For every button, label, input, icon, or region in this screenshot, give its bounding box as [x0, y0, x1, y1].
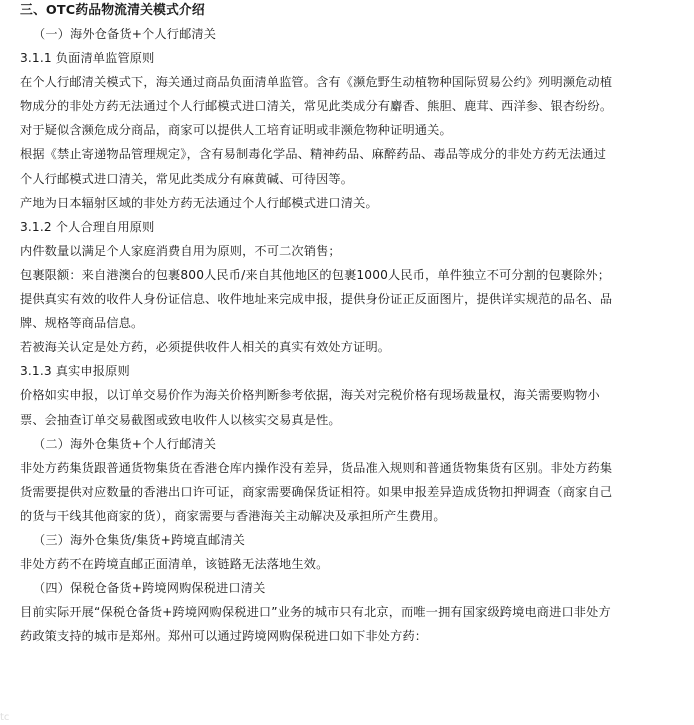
paragraph-line: 产地为日本辐射区域的非处方药无法通过个人行邮模式进口清关。	[20, 195, 378, 210]
clause-heading: 3.1.2 个人合理自用原则	[20, 219, 155, 234]
paragraph-line: 在个人行邮清关模式下，海关通过商品负面清单监管。含有《濒危野生动植物种国际贸易公约》列明濒危动植	[20, 75, 613, 90]
paragraph-line: 目前实际开展“保税仓备货+跨境网购保税进口”业务的城市只有北京，而唯一拥有国家级跨境电商进口非处方	[20, 605, 611, 620]
paragraph-line: 个人行邮模式进口清关，常见此类成分有麻黄碱、可待因等。	[20, 171, 354, 186]
watermark: tc	[0, 712, 10, 723]
paragraph-line: 包裹限额：来自港澳台的包裹800人民币/来自其他地区的包裹1000人民币，单件独立不可分割的包裹除外；	[20, 267, 611, 282]
paragraph-line: 若被海关认定是处方药，必须提供收件人相关的真实有效处方证明。	[20, 340, 391, 355]
paragraph-line: 票、会抽查订单交易截图或致电收件人以核实交易真是性。	[20, 412, 341, 427]
paragraph-line: 内件数量以满足个人家庭消费自用为原则，不可二次销售；	[20, 243, 341, 258]
subsection-heading: （一）海外仓备货+个人行邮清关	[33, 27, 217, 41]
paragraph-line: 物成分的非处方药无法通过个人行邮模式进口清关，常见此类成分有麝香、熊胆、鹿茸、西洋参、银杏纷纷。	[20, 99, 613, 114]
paragraph-line: 根据《禁止寄递物品管理规定》，含有易制毒化学品、精神药品、麻醉药品、毒品等成分的非处方药无法通过	[20, 147, 607, 162]
subsection-heading: （三）海外仓集货/集货+跨境直邮清关	[33, 532, 246, 547]
paragraph-line: 价格如实申报，以订单交易价作为海关价格判断参考依据，海关对完税价格有现场裁量权，海关需要购物小	[20, 388, 600, 403]
subsection-heading: （二）海外仓集货+个人行邮清关	[33, 436, 217, 451]
paragraph-line: 非处方药集货跟普通货物集货在香港仓库内操作没有差异，货品准入规则和普通货物集货有区别。非处方药集	[20, 460, 613, 475]
paragraph-line: 对于疑似含濒危成分商品，商家可以提供人工培育证明或非濒危物种证明通关。	[20, 123, 452, 138]
clause-heading: 3.1.3 真实申报原则	[20, 364, 130, 379]
clause-heading: 3.1.1 负面清单监管原则	[20, 51, 155, 66]
paragraph-line: 药政策支持的城市是郑州。郑州可以通过跨境网购保税进口如下非处方药：	[20, 629, 428, 644]
paragraph-line: 牌、规格等商品信息。	[20, 316, 144, 331]
paragraph-line: 非处方药不在跨境直邮正面清单，该链路无法落地生效。	[20, 557, 329, 572]
section-title: 三、OTC药品物流清关模式介绍	[20, 3, 205, 18]
paragraph-line: 的货与干线其他商家的货），商家需要与香港海关主动解决及承担所产生费用。	[20, 508, 446, 523]
paragraph-line: 提供真实有效的收件人身份证信息、收件地址来完成申报，提供身份证正反面图片，提供详实规范的品名、品	[20, 292, 613, 307]
paragraph-line: 货需要提供对应数量的香港出口许可证，商家需要确保货证相符。如果申报差异造成货物扣押调查（商家自己	[20, 484, 613, 499]
subsection-heading: （四）保税仓备货+跨境网购保税进口清关	[33, 581, 266, 596]
